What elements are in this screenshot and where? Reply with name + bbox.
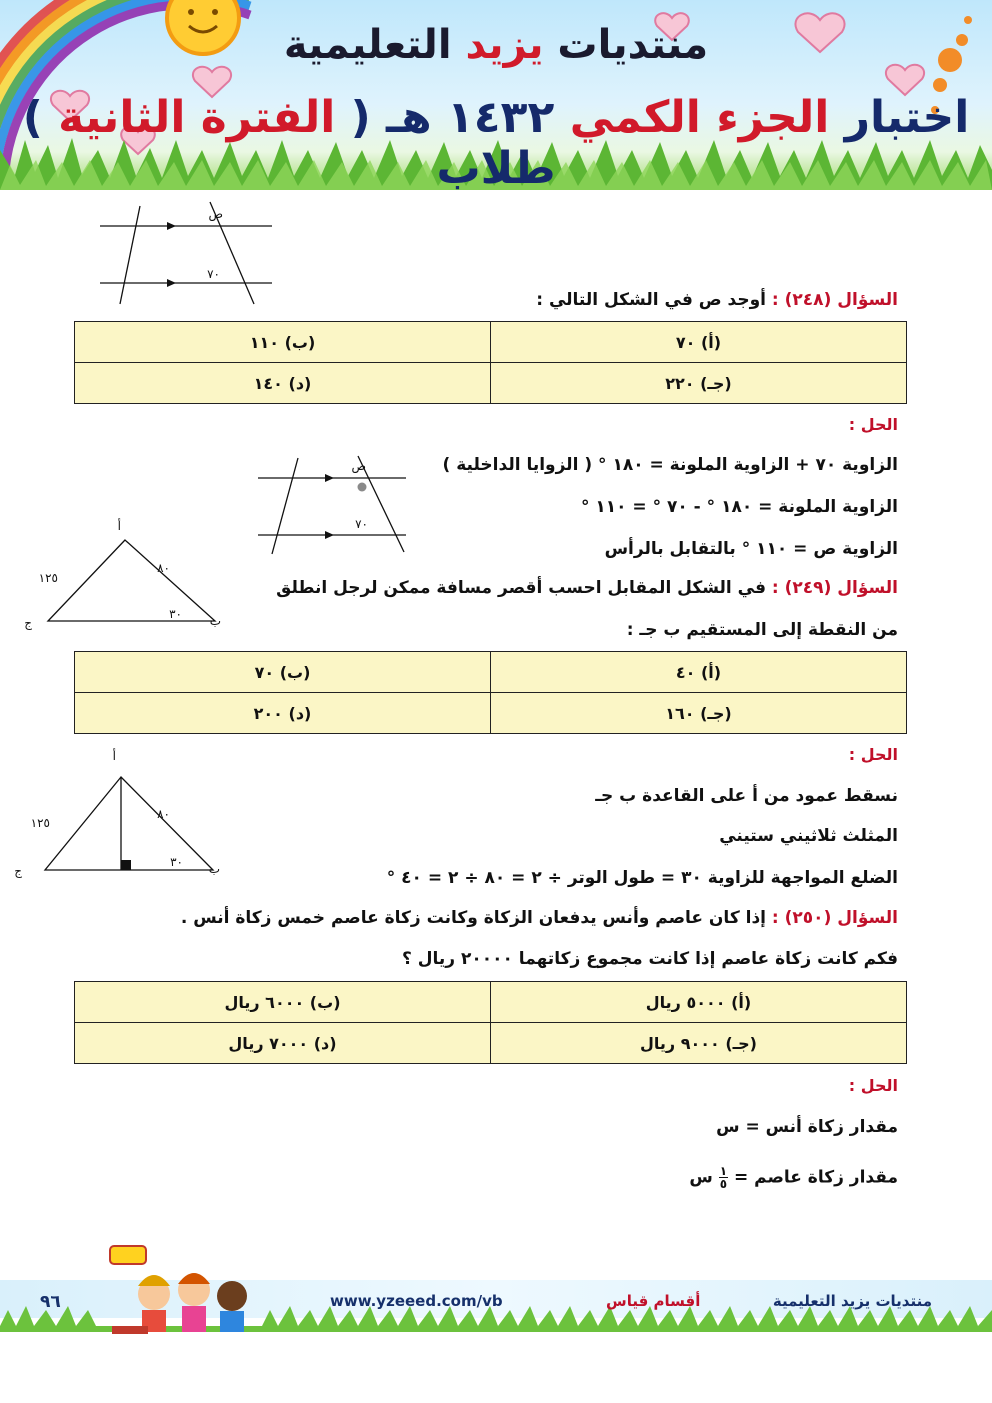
q249-figure-angle: ٣٠: [169, 607, 182, 621]
footer-site-name: منتديات يزيد التعليمية: [772, 1292, 932, 1310]
header-banner: [0, 0, 992, 194]
page-number: ٩٦: [40, 1292, 61, 1312]
kids-icon: [110, 1246, 247, 1334]
q249-solution-side-2: ٨٠: [157, 807, 170, 821]
q249-solution-vertex-c: ج: [14, 864, 22, 878]
q248-solution-figure: [256, 452, 416, 557]
q250-option-d[interactable]: (د) ٧٠٠٠ ريال: [75, 1023, 491, 1064]
q248-figure-label-s: ص: [208, 207, 223, 221]
q249-solution-side-1: ١٢٥: [30, 816, 50, 830]
q249-solution-label: الحل :: [848, 745, 898, 764]
q249-figure: [26, 514, 246, 632]
q248-options-table: [74, 321, 907, 404]
q248-solution-label: الحل :: [848, 415, 898, 434]
q249-figure-side-2: ٨٠: [157, 561, 170, 575]
q250-solution-line-2: مقدار زكاة عاصم = ١ ٥ س: [689, 1164, 898, 1191]
q249-figure-vertex-b: ب: [209, 614, 221, 628]
q249-solution-angle: ٣٠: [170, 855, 183, 869]
q248-solution-line-3: الزاوية ص = ١١٠ ° بالتقابل بالرأس: [604, 539, 898, 559]
q250-option-b[interactable]: (ب) ٦٠٠٠ ريال: [75, 982, 491, 1023]
q249-figure-vertex-c: ج: [24, 616, 32, 630]
q249-solution-line-3: الضلع المواجهة للزاوية ٣٠ = طول الوتر ÷ ٢ = ٨٠ ÷ ٢ = ٤٠ °: [386, 868, 898, 888]
footer-section: أقسام قياس: [606, 1292, 701, 1310]
q250-question: السؤال (٢٥٠) : إذا كان عاصم وأنس يدفعان الزكاة وكانت زكاة عاصم خمس زكاة أنس .: [180, 908, 898, 928]
q249-solution-line-2: المثلث ثلاثيني ستيني: [719, 826, 898, 846]
exam-title: اختبار الجزء الكمي ١٤٣٢ هـ ( الفترة الثانية ) طلاب: [22, 92, 970, 194]
q248-solution-label-s: ص: [351, 459, 366, 473]
q249-option-d[interactable]: (د) ٢٠٠: [75, 693, 491, 734]
q249-solution-vertex-b: ب: [208, 862, 220, 876]
q248-option-c[interactable]: (جـ) ٢٢٠: [491, 363, 907, 404]
q248-option-d[interactable]: (د) ١٤٠: [75, 363, 491, 404]
q249-figure-side-1: ١٢٥: [38, 571, 58, 585]
footer-url[interactable]: www.yzeeed.com/vb: [330, 1292, 503, 1310]
q250-solution-label: الحل :: [848, 1076, 898, 1095]
q248-question: السؤال (٢٤٨) : أوجد ص في الشكل التالي :: [536, 290, 898, 310]
q248-option-a[interactable]: (أ) ٧٠: [491, 322, 907, 363]
q248-figure: [96, 196, 286, 306]
q249-solution-line-1: نسقط عمود من أ على القاعدة ب جـ: [595, 786, 898, 806]
q248-option-b[interactable]: (ب) ١١٠: [75, 322, 491, 363]
q248-solution-label-angle: ٧٠: [355, 517, 368, 531]
q250-solution-line-1: مقدار زكاة أنس = س: [716, 1117, 898, 1137]
q249-solution-figure: [14, 744, 242, 878]
q250-options-table: [74, 981, 907, 1064]
q248-solution-line-1: الزاوية ٧٠ + الزاوية الملونة = ١٨٠ ° ( الزوايا الداخلية ): [442, 455, 898, 475]
q249-option-a[interactable]: (أ) ٤٠: [491, 652, 907, 693]
fraction: [719, 1165, 728, 1190]
q248-solution-line-2: الزاوية الملونة = ١٨٠ ° - ٧٠ ° = ١١٠ °: [580, 497, 898, 517]
footer: [0, 1240, 992, 1350]
q250-option-a[interactable]: (أ) ٥٠٠٠ ريال: [491, 982, 907, 1023]
site-title: منتديات يزيد التعليمية: [283, 22, 709, 68]
q250-option-c[interactable]: (جـ) ٩٠٠٠ ريال: [491, 1023, 907, 1064]
fraction-numerator: ١: [719, 1164, 728, 1178]
q249-figure-vertex-a: أ: [117, 519, 121, 533]
q249-option-b[interactable]: (ب) ٧٠: [75, 652, 491, 693]
q249-question: السؤال (٢٤٩) : في الشكل المقابل احسب أقصر مسافة ممكن لرجل انطلق: [276, 578, 898, 598]
q249-question-line-2: من النقطة إلى المستقيم ب جـ :: [626, 620, 898, 640]
q250-question-line-2: فكم كانت زكاة عاصم إذا كانت مجموع زكاتهما ٢٠٠٠٠ ريال ؟: [401, 949, 898, 969]
q249-solution-vertex-a: أ: [112, 749, 116, 763]
q248-figure-label-angle: ٧٠: [207, 267, 220, 281]
fraction-denominator: ٥: [719, 1177, 728, 1191]
q249-options-table: [74, 651, 907, 734]
q249-option-c[interactable]: (جـ) ١٦٠: [491, 693, 907, 734]
